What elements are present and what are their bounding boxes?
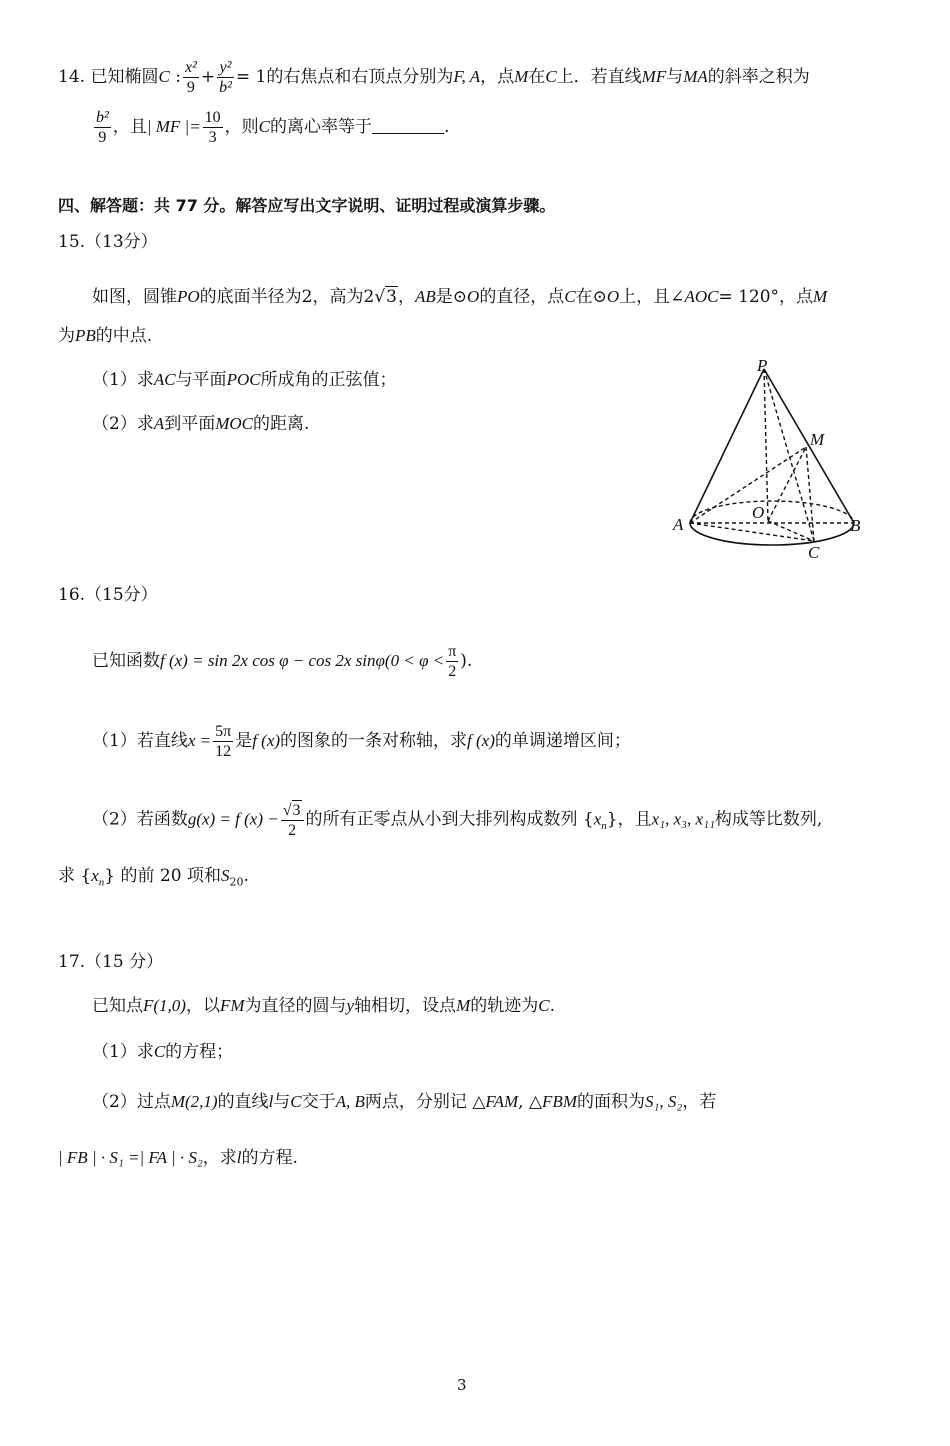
section-heading: 四、解答题：共 77 分。解答应写出文字说明、证明过程或演算步骤。: [58, 196, 556, 215]
slant-PA: [690, 369, 764, 523]
q16-subq1: （1）若直线x = $\frac{5\pi}{12}$ 是f (x)的图象的一条对称轴，求f (x)的单调递增区间；: [92, 723, 631, 760]
segment-OC: [768, 521, 814, 541]
q16-subq2: （2）若函数g(x) = f (x) − $\frac{√3}{2}$ 的所有正零点从小到大排列构成数列 $\{x_n\}$，且x₁, x₃, x₁₁构成等比数列,: [92, 802, 823, 839]
q15-para-line1: 如图，圆锥PO的底面半径为2，高为2√3，AB是⊙O的直径，点C在⊙O上，且∠AOC= 120°，点M: [92, 287, 828, 307]
cone-figure: [660, 355, 880, 570]
label-B: B: [850, 516, 861, 535]
q17-heading: 17.（15 分）: [58, 952, 164, 972]
q14-line2: $\frac{\text{b²}}{9}$ ，且| MF |= $\frac{10}{3}$ ，则C的离心率等于 .: [96, 109, 450, 146]
label-C: C: [808, 543, 820, 562]
label-P: P: [757, 356, 768, 375]
q17-para: 已知点F(1,0)，以FM为直径的圆与y轴相切，设点M的轨迹为C.: [92, 996, 555, 1016]
x2-over-9: $\frac{\text{x²}}{9}$: [184, 59, 197, 96]
5pi-over-12: $\frac{5\pi}{12}$: [215, 723, 232, 760]
q16-heading: 16.（15分）: [58, 585, 158, 605]
slant-PB: [764, 369, 854, 523]
segment-AC: [690, 523, 814, 541]
sqrt3-over-2: $\frac{√3}{2}$: [281, 800, 304, 840]
q14-line1: 14. 已知椭圆C : $\frac{\text{x²}}{9}$ + $\frac{\text{y²}}{\text{b²}}$ = 1的右焦点和右顶点分别为F, A，点M在C上．若直线MF与MA的斜率之积为: [58, 59, 810, 96]
label-O: O: [752, 503, 765, 522]
pi-over-2: $\frac{\pi}{2}$: [448, 643, 457, 680]
b2-over-9: $\frac{\text{b²}}{9}$: [96, 109, 109, 146]
label-M: M: [810, 430, 825, 449]
height-PO: [764, 369, 768, 521]
q15-subq2: （2）求A到平面MOC的距离.: [92, 414, 310, 434]
q16-definition: 已知函数f (x) = sin 2x cos φ − cos 2x sinφ(0 < φ < $\frac{\pi}{2}$ ).: [92, 643, 473, 680]
q17-subq2: （2）过点M(2,1)的直线l与C交于A, B两点，分别记 △FAM, △FBM的面积为S₁, S₂，若: [92, 1092, 717, 1112]
q16-subq2-cont: 求 $\{x_n\}$ 的前 20 项和$S_{20}$.: [58, 866, 249, 889]
page-number: 3: [457, 1376, 467, 1394]
ten-over-three: $\frac{10}{3}$: [204, 109, 221, 146]
y2-over-b2: $\frac{\text{y²}}{\text{b²}}$: [219, 59, 232, 96]
answer-blank: [372, 117, 444, 134]
q17-subq1: （1）求C的方程；: [92, 1042, 234, 1062]
q15-para-line2: 为PB的中点.: [58, 326, 153, 346]
q15-heading: 15.（13分）: [58, 232, 158, 252]
q15-subq1: （1）求AC与平面POC所成角的正弦值；: [92, 370, 397, 390]
label-A: A: [673, 515, 684, 534]
segment-OM: [768, 447, 806, 521]
q17-subq2-cont: | FB | · S₁ =| FA | · S₂，求l的方程.: [58, 1148, 298, 1168]
